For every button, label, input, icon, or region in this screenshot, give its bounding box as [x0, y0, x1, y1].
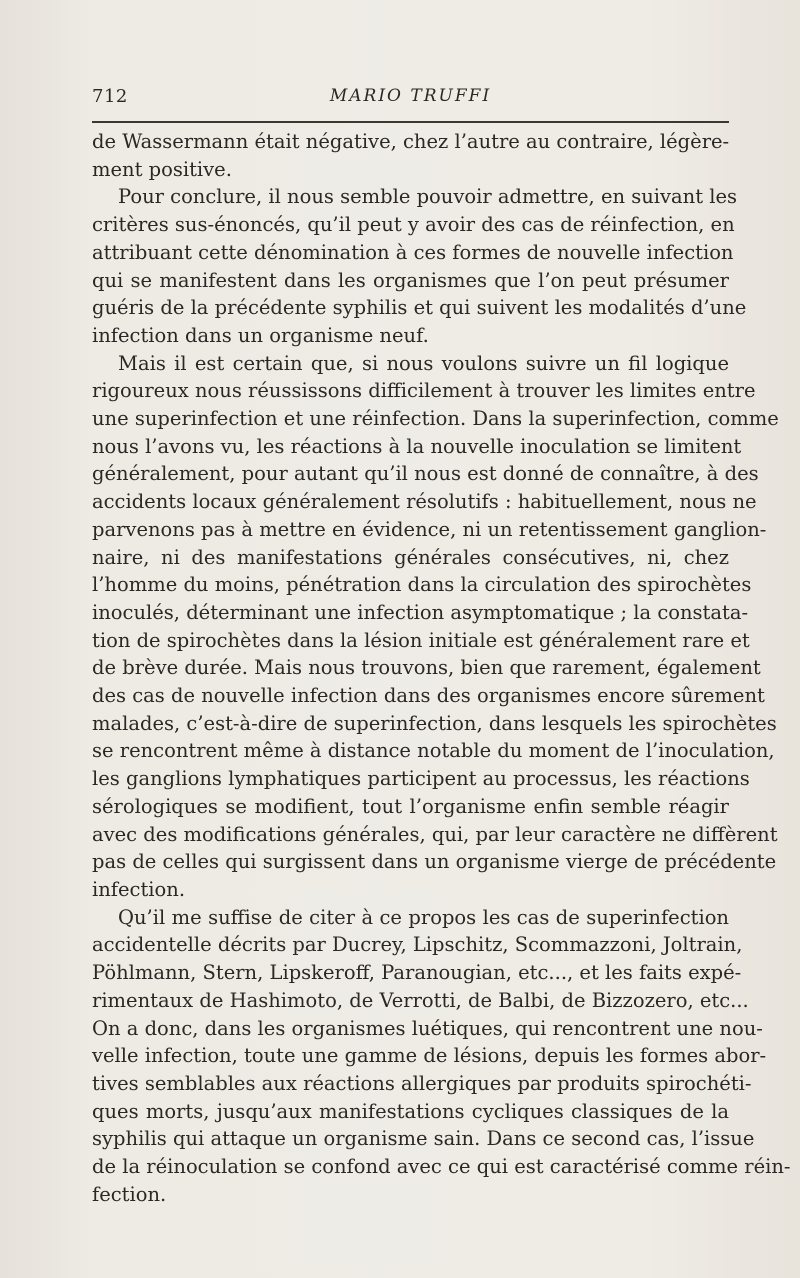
text-line: guéris de la précédente syphilis et qui suivent les modalités d’une — [92, 296, 747, 320]
text-line: accidents locaux généralement résolutifs : habituellement, nous ne — [92, 490, 757, 514]
text-line: de brève durée. Mais nous trouvons, bien que rarement, également — [92, 656, 761, 680]
text-line: Pöhlmann, Stern, Lipskeroff, Paranougian, etc..., et les faits expé- — [92, 961, 742, 985]
text-line: syphilis qui attaque un organisme sain. Dans ce second cas, l’issue — [92, 1127, 755, 1151]
text-line: naire, ni des manifestations générales consécutives, ni, chez — [92, 545, 729, 569]
running-title: MARIO TRUFFI — [329, 86, 492, 106]
text-line: une superinfection et une réinfection. Dans la superinfection, comme — [92, 407, 779, 431]
body-text — [92, 128, 791, 1208]
text-line: les ganglions lymphatiques participent au processus, les réactions — [92, 767, 750, 791]
text-line: pas de celles qui surgissent dans un organisme vierge de précédente — [92, 850, 777, 874]
text-line: inoculés, déterminant une infection asymptomatique ; la constata- — [92, 600, 749, 624]
header-rule — [92, 121, 729, 123]
text-line: velle infection, toute une gamme de lésions, depuis les formes abor- — [92, 1044, 767, 1068]
page-number: 712 — [92, 86, 128, 107]
text-line: fection. — [92, 1182, 167, 1206]
text-line: nous l’avons vu, les réactions à la nouvelle inoculation se limitent — [92, 434, 742, 458]
text-line: tion de spirochètes dans la lésion initiale est généralement rare et — [92, 628, 750, 652]
text-line: parvenons pas à mettre en évidence, ni un retentissement ganglion- — [92, 517, 767, 541]
text-line: ment positive. — [92, 157, 232, 181]
text-line: infection dans un organisme neuf. — [92, 323, 429, 347]
text-line: critères sus-énoncés, qu’il peut y avoir des cas de réinfection, en — [92, 213, 735, 237]
text-line: rigoureux nous réussissons difficilement à trouver les limites entre — [92, 379, 756, 403]
text-line: des cas de nouvelle infection dans des organismes encore sûrement — [92, 684, 765, 708]
text-line: ques morts, jusqu’aux manifestations cycliques classiques de la — [92, 1099, 729, 1123]
text-line: sérologiques se modifient, tout l’organisme enfin semble réagir — [92, 794, 729, 818]
text-line: attribuant cette dénomination à ces formes de nouvelle infection — [92, 240, 734, 264]
text-line: rimentaux de Hashimoto, de Verrotti, de Balbi, de Bizzozero, etc... — [92, 988, 749, 1012]
text-line: de Wassermann était négative, chez l’autre au contraire, légère- — [92, 130, 730, 153]
text-line: généralement, pour autant qu’il nous est donné de connaître, à des — [92, 462, 759, 486]
text-line: de la réinoculation se confond avec ce qui est caractérisé comme réin- — [92, 1155, 791, 1179]
text-line: malades, c’est-à-dire de superinfection, dans lesquels les spirochètes — [92, 711, 777, 735]
text-line: l’homme du moins, pénétration dans la circulation des spirochètes — [92, 573, 752, 597]
text-line: On a donc, dans les organismes luétiques, qui rencontrent une nou- — [92, 1016, 763, 1040]
paragraph — [92, 183, 747, 349]
paragraph — [92, 350, 779, 904]
text-line: Mais il est certain que, si nous voulons suivre un fil logique — [118, 351, 729, 375]
text-line: Qu’il me suffise de citer à ce propos les cas de superinfection — [118, 905, 729, 929]
paragraph — [92, 904, 791, 1209]
text-line: accidentelle décrits par Ducrey, Lipschitz, Scommazzoni, Joltrain, — [92, 933, 743, 957]
text-line: se rencontrent même à distance notable du moment de l’inoculation, — [92, 739, 775, 763]
paragraph — [92, 128, 729, 183]
running-head — [92, 82, 729, 112]
text-line: qui se manifestent dans les organismes que l’on peut présumer — [92, 268, 729, 292]
text-line: tives semblables aux réactions allergiques par produits spirochéti- — [92, 1071, 752, 1095]
text-line: Pour conclure, il nous semble pouvoir admettre, en suivant les — [118, 185, 738, 209]
text-line: avec des modifications générales, qui, par leur caractère ne diffèrent — [92, 822, 778, 846]
text-line: infection. — [92, 877, 186, 901]
